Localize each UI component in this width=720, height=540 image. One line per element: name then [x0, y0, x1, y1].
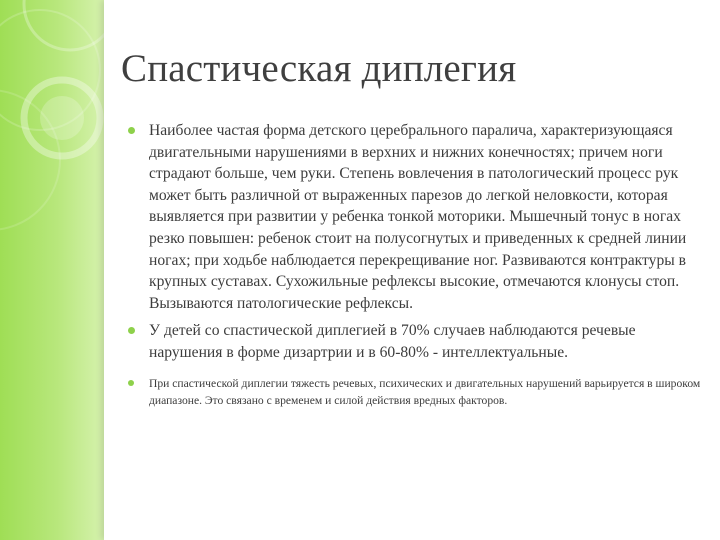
bullet-text: Наиболее частая форма детского церебрального паралича, характеризующаяся двигательными нарушениями в верхних и нижних конечностях; причем ноги страдают больше, чем руки. Степень вовлечения в патологический процесс рук может быть различной от выраженных парезов до легкой неловкости, которая выявляется при развитии у ребенка тонкой моторики. Мышечный тонус в ногах резко повышен: ребенок стоит на полусогнутых и приведенных к средней линии ногах; при ходьбе наблюдается перекрещивание ног. Развиваются контрактуры в крупных суставах. Сухожильные рефлексы высокие, отмечаются клонусы стоп. Вызываются патологические рефлексы. [149, 122, 687, 312]
bullet-dot-icon [128, 327, 135, 334]
bullet-dot-icon [128, 380, 134, 386]
bullet-dot-icon [128, 127, 135, 134]
bullet-item [112, 375, 712, 410]
bullet-item [112, 320, 712, 363]
bullet-list [112, 120, 712, 409]
bullet-text: При спастической диплегии тяжесть речевых, психических и двигательных нарушений варьируется в широком диапазоне. Это связано с временем и силой действия вредных факторов. [149, 376, 701, 407]
decorative-rings-icon [0, 0, 104, 540]
bullet-item [112, 120, 712, 314]
bullet-text: У детей со спастической диплегией в 70% случаев наблюдаются речевые нарушения в форме дизартрии и в 60-80% - интеллектуальные. [149, 322, 636, 361]
decorative-green-panel [0, 0, 104, 540]
slide-title: Спастическая диплегия [121, 47, 517, 90]
content-card [104, 0, 720, 540]
